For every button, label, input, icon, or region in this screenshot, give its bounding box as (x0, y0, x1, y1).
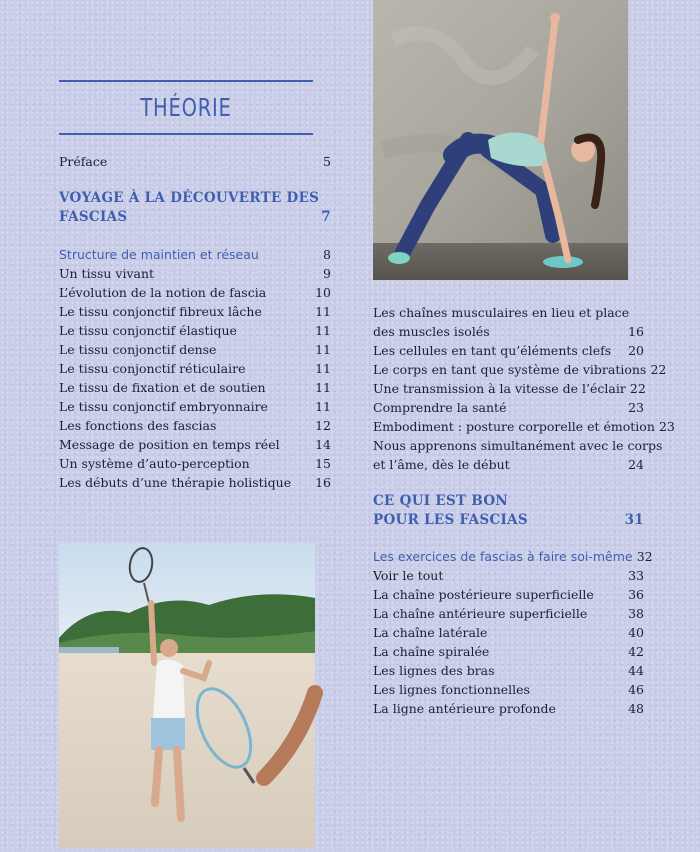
title-rule-bottom (59, 133, 313, 135)
toc-entry[interactable]: L’évolution de la notion de fascia 10 (59, 285, 331, 300)
beach-photo-illustration (59, 543, 315, 848)
toc-part-heading[interactable]: VOYAGE À LA DÉCOUVERTE DES FASCIAS 7 (59, 190, 331, 225)
toc-entry[interactable]: Le tissu conjonctif dense 11 (59, 342, 331, 357)
toc-entry[interactable]: Le tissu conjonctif élastique 11 (59, 323, 331, 338)
toc-entry[interactable]: Un système d’auto-perception 15 (59, 456, 331, 471)
toc-entry[interactable]: Les chaînes musculaires en lieu et place des muscles isolés 16 (373, 305, 644, 339)
toc-entry[interactable]: Les lignes fonctionnelles 46 (373, 682, 644, 697)
toc-chapter-heading[interactable]: Les exercices de fascias à faire soi-même 32 (373, 549, 653, 564)
toc-entry[interactable]: Les débuts d’une thérapie holistique 16 (59, 475, 331, 490)
toc-entry[interactable]: Le corps en tant que système de vibrations 22 (373, 362, 667, 377)
toc-entry[interactable]: Le tissu de fixation et de soutien 11 (59, 380, 331, 395)
toc-entry[interactable]: Les fonctions des fascias 12 (59, 418, 331, 433)
toc-entry[interactable]: Voir le tout 33 (373, 568, 644, 583)
toc-chapter-heading[interactable]: Structure de maintien et réseau 8 (59, 247, 331, 262)
yoga-triangle-pose-photo (373, 0, 628, 280)
toc-entry[interactable]: Une transmission à la vitesse de l’éclair 22 (373, 381, 646, 396)
toc-part-heading[interactable]: CE QUI EST BON POUR LES FASCIAS 31 (373, 493, 644, 528)
toc-right (373, 303, 675, 718)
yoga-photo-illustration (373, 0, 628, 280)
toc-entry[interactable]: La chaîne latérale 40 (373, 625, 644, 640)
toc-entry[interactable]: Le tissu conjonctif embryonnaire 11 (59, 399, 331, 414)
toc-entry[interactable]: La chaîne antérieure superficielle 38 (373, 606, 644, 621)
toc-entry[interactable]: Le tissu conjonctif réticulaire 11 (59, 361, 331, 376)
section-title-block (59, 80, 313, 136)
toc-entry[interactable]: La chaîne spiralée 42 (373, 644, 644, 659)
beach-badminton-photo (59, 543, 315, 848)
toc-entry[interactable]: Comprendre la santé 23 (373, 400, 644, 415)
toc-entry[interactable]: Message de position en temps réel 14 (59, 437, 331, 452)
toc-entry[interactable]: La ligne antérieure profonde 48 (373, 701, 644, 716)
title-rule-top (59, 80, 313, 82)
toc-left (59, 152, 331, 492)
toc-entry[interactable]: Un tissu vivant 9 (59, 266, 331, 281)
toc-entry[interactable]: Préface 5 (59, 154, 331, 169)
toc-entry[interactable]: La chaîne postérieure superficielle 36 (373, 587, 644, 602)
toc-entry[interactable]: Le tissu conjonctif fibreux lâche 11 (59, 304, 331, 319)
toc-entry[interactable]: Nous apprenons simultanément avec le corps et l’âme, dès le début 24 (373, 438, 663, 472)
toc-entry[interactable]: Les cellules en tant qu’éléments clefs 20 (373, 343, 644, 358)
section-title: THÉORIE (140, 93, 232, 122)
toc-entry[interactable]: Les lignes des bras 44 (373, 663, 644, 678)
toc-entry[interactable]: Embodiment : posture corporelle et émotion 23 (373, 419, 675, 434)
